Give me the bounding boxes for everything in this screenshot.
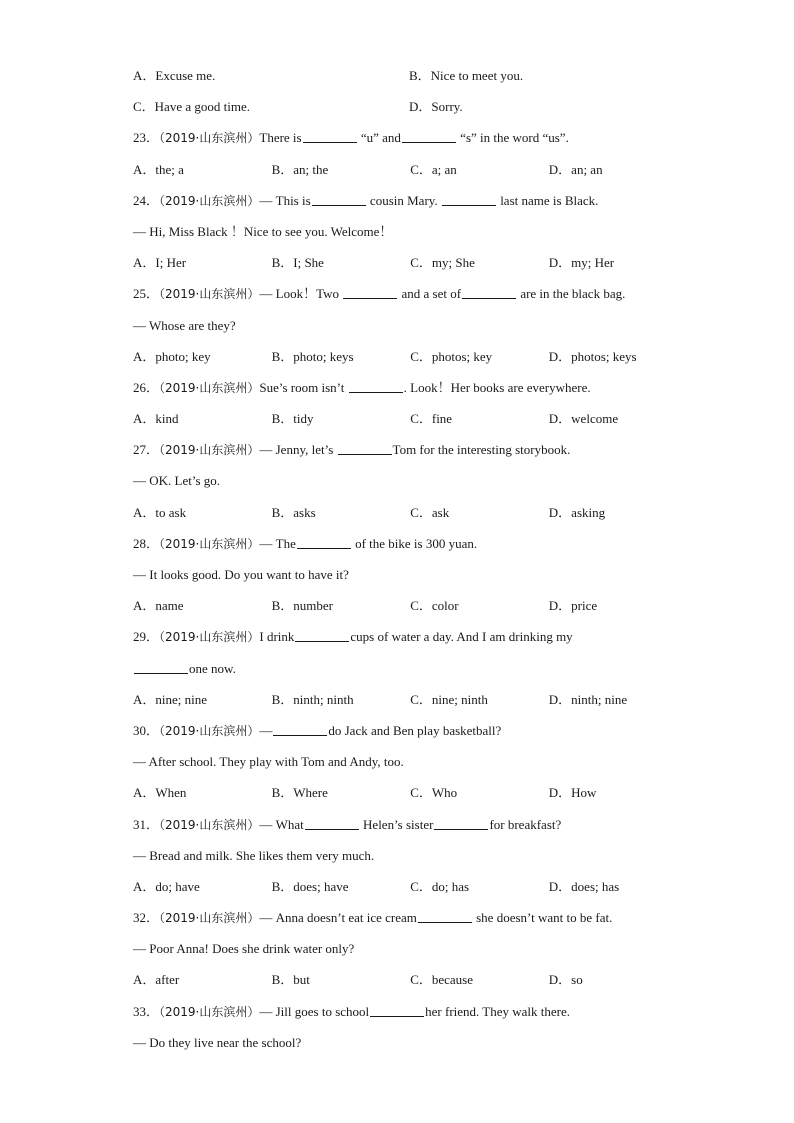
option-letter: C． [410, 972, 432, 988]
question-number: 30． [133, 722, 160, 738]
option-letter: C． [410, 598, 432, 614]
question-text: — OK. Let’s go. [133, 473, 221, 489]
option-text: an; an [571, 161, 603, 177]
option [410, 497, 549, 528]
question-number: 28． [133, 535, 160, 551]
question-number: 24． [133, 192, 160, 208]
option [133, 590, 272, 621]
option [133, 91, 409, 122]
answer-blank[interactable] [343, 286, 397, 299]
answer-blank[interactable] [303, 130, 357, 143]
option-text: after [155, 972, 180, 988]
question-text: Tom for the interesting storybook. [392, 442, 571, 458]
question-text: — After school. They play with Tom and Andy, too. [133, 754, 404, 770]
option-letter: D． [548, 255, 572, 271]
option-text: does; have [293, 878, 349, 894]
option-text: How [571, 785, 597, 801]
option [133, 403, 272, 434]
option [133, 341, 272, 372]
option-letter: B． [271, 348, 294, 364]
answer-blank[interactable] [402, 130, 456, 143]
option-letter: D． [548, 785, 572, 801]
option-letter: A． [133, 255, 156, 271]
question-source: （2019·山东滨州） [159, 536, 260, 551]
option [272, 777, 411, 808]
question-number: 23． [133, 130, 160, 146]
option-text: tidy [293, 411, 314, 427]
question-number: 33． [133, 1003, 160, 1019]
question-text: — The [259, 535, 296, 551]
option-text: welcome [571, 411, 619, 427]
question-line [133, 559, 693, 590]
option [272, 247, 411, 278]
answer-blank[interactable] [462, 286, 516, 299]
option [410, 154, 549, 185]
option-text: I; She [293, 255, 324, 271]
option-text: name [155, 598, 184, 614]
question-source: （2019·山东滨州） [159, 817, 260, 832]
option-letter: D． [548, 161, 572, 177]
option-letter: D． [548, 411, 572, 427]
option-letter: C． [410, 411, 432, 427]
options-row [133, 403, 693, 434]
option-letter: D． [548, 348, 572, 364]
option [272, 497, 411, 528]
question-text: — This is [259, 192, 311, 208]
question-text: last name is Black. [496, 192, 599, 208]
question-number: 31． [133, 816, 160, 832]
option-text: asks [293, 504, 316, 520]
option-letter: C． [410, 504, 432, 520]
answer-blank[interactable] [295, 629, 349, 642]
option [549, 497, 688, 528]
question-line [133, 528, 693, 559]
question-source: （2019·山东滨州） [159, 443, 260, 458]
exam-page [133, 60, 693, 1058]
option-text: Nice to meet you. [430, 68, 524, 83]
q22-options-row2 [133, 91, 693, 122]
option-text: ninth; nine [571, 691, 628, 707]
option-text: an; the [293, 161, 329, 177]
options-row [133, 590, 693, 621]
options-row [133, 777, 693, 808]
question-text: of the bike is 300 yuan. [351, 535, 478, 551]
question-text: she doesn’t want to be fat. [472, 910, 613, 926]
option [410, 871, 549, 902]
question-number: 32． [133, 910, 160, 926]
question-source: （2019·山东滨州） [159, 131, 260, 146]
option [133, 497, 272, 528]
options-row [133, 684, 693, 715]
question-text: . Look！Her books are everywhere. [403, 379, 591, 395]
option-letter: A． [133, 785, 156, 801]
option [133, 247, 272, 278]
option [272, 403, 411, 434]
question-line [133, 465, 693, 496]
option [272, 341, 411, 372]
option-letter: A． [133, 161, 156, 177]
option-text: fine [431, 411, 453, 427]
option-letter: C． [410, 348, 432, 364]
question-line [133, 996, 693, 1027]
question-text: There is [259, 130, 302, 146]
question-source: （2019·山东滨州） [159, 630, 260, 645]
question-text: “u” and [357, 130, 401, 146]
option-letter: C． [133, 99, 155, 115]
option-text: nine; nine [155, 691, 208, 707]
question-text: — Hi, Miss Black ！Nice to see you. Welcome！ [133, 223, 393, 239]
option-letter: D． [548, 598, 572, 614]
question-number: 25． [133, 286, 160, 302]
option-text: photo; key [155, 348, 211, 364]
question-line [133, 840, 693, 871]
answer-blank[interactable] [442, 193, 496, 206]
question-line [133, 715, 693, 746]
question-text: — It looks good. Do you want to have it? [133, 567, 349, 582]
option-text: color [431, 598, 459, 614]
option-letter: D． [548, 878, 572, 894]
option [410, 590, 549, 621]
answer-blank[interactable] [418, 910, 472, 923]
question-line [133, 216, 693, 247]
option-text: kind [155, 411, 179, 427]
option [549, 964, 688, 995]
question-line [133, 746, 693, 777]
q22-options [133, 60, 693, 91]
option [272, 590, 411, 621]
question-list [133, 122, 693, 1058]
option [133, 60, 409, 91]
question-line [133, 434, 693, 465]
option-letter: A． [133, 411, 156, 427]
option-text: price [571, 598, 598, 614]
question-text: — Jenny, let’s [259, 442, 337, 458]
question-line [133, 1027, 693, 1058]
question-text: — Poor Anna! Does she drink water only? [133, 941, 355, 957]
option [410, 777, 549, 808]
options-row [133, 964, 693, 995]
option-text: do; have [155, 878, 200, 894]
option-text: photos; key [431, 348, 493, 364]
option-text: my; Her [571, 255, 615, 271]
option-letter: A． [133, 348, 156, 364]
option [549, 590, 688, 621]
question-text: do Jack and Ben play basketball? [328, 722, 502, 738]
question-line [133, 653, 693, 684]
option [133, 964, 272, 995]
question-line [133, 809, 693, 840]
option-letter: A． [133, 68, 156, 83]
option [549, 777, 688, 808]
option [409, 91, 685, 122]
option-text: Who [431, 785, 458, 801]
option-text: nine; ninth [431, 691, 488, 707]
option-letter: B． [271, 972, 294, 988]
answer-blank[interactable] [134, 661, 188, 674]
question-text: and a set of [398, 286, 462, 302]
option [410, 247, 549, 278]
options-row [133, 154, 693, 185]
question-text: cousin Mary. [366, 192, 441, 208]
question-text: — Do they live near the school? [133, 1034, 302, 1050]
question-number: 27． [133, 442, 160, 458]
option-letter: B． [271, 598, 294, 614]
option-letter: D． [548, 972, 572, 988]
option [272, 964, 411, 995]
option-text: When [155, 785, 187, 801]
question-text: cups of water a day. And I am drinking my [350, 629, 573, 645]
option [410, 964, 549, 995]
option [272, 154, 411, 185]
question-text: are in the black bag. [517, 286, 626, 302]
option-letter: B． [271, 878, 294, 894]
question-line [133, 933, 693, 964]
question-source: （2019·山东滨州） [159, 911, 260, 926]
option-letter: D． [409, 99, 432, 115]
option [409, 60, 685, 91]
option [133, 154, 272, 185]
question-source: （2019·山东滨州） [159, 380, 260, 395]
option-text: but [293, 972, 310, 988]
option-letter: A． [133, 691, 156, 707]
question-source: （2019·山东滨州） [159, 723, 260, 738]
question-number: 29． [133, 629, 160, 645]
options-row [133, 341, 693, 372]
option-letter: A． [133, 598, 156, 614]
question-line [133, 122, 693, 153]
option [549, 341, 688, 372]
option-text: number [293, 598, 333, 614]
option-text: Where [293, 785, 328, 801]
answer-blank[interactable] [370, 1004, 424, 1017]
option-text: do; has [431, 878, 470, 894]
option-letter: D． [548, 504, 572, 520]
question-line [133, 902, 693, 933]
option-letter: B． [271, 255, 294, 271]
option [549, 247, 688, 278]
option [410, 684, 549, 715]
question-text: — Bread and milk. She likes them very much. [133, 847, 375, 863]
option [410, 403, 549, 434]
question-text: — Anna doesn’t eat ice cream [259, 910, 417, 926]
question-line [133, 372, 693, 403]
answer-blank[interactable] [305, 817, 359, 830]
option-text: ninth; ninth [293, 691, 354, 707]
option-text: the; a [155, 161, 184, 177]
option [133, 777, 272, 808]
option-letter: A． [133, 504, 156, 520]
question-text: “s” in the word “us”. [456, 130, 569, 146]
option-letter: B． [271, 504, 294, 520]
option-text: because [431, 972, 473, 988]
question-text: her friend. They walk there. [425, 1003, 571, 1019]
option-text: a; an [431, 161, 457, 177]
question-text: Helen’s sister [359, 816, 434, 832]
option-text: photos; keys [571, 348, 637, 364]
option-letter: B． [409, 68, 431, 83]
option [410, 341, 549, 372]
option-letter: B． [271, 161, 294, 177]
option-letter: D． [548, 691, 572, 707]
question-line [133, 185, 693, 216]
question-text: — Jill goes to school [259, 1003, 370, 1019]
option-text: photo; keys [293, 348, 354, 364]
question-number: 26． [133, 379, 160, 395]
answer-blank[interactable] [338, 442, 392, 455]
option [133, 684, 272, 715]
option-text: Excuse me. [155, 68, 216, 83]
answer-blank[interactable] [297, 536, 351, 549]
option [549, 684, 688, 715]
question-text: — [259, 722, 273, 738]
answer-blank[interactable] [312, 193, 366, 206]
option [549, 871, 688, 902]
option [549, 403, 688, 434]
question-text: for breakfast? [489, 816, 562, 832]
option-letter: C． [410, 691, 432, 707]
option-text: to ask [155, 504, 187, 520]
option [272, 871, 411, 902]
option-letter: B． [271, 691, 294, 707]
option-letter: B． [271, 785, 294, 801]
option-letter: A． [133, 972, 156, 988]
option-text: so [571, 972, 583, 988]
question-source: （2019·山东滨州） [159, 287, 260, 302]
option-text: Have a good time. [154, 99, 250, 115]
question-line [133, 310, 693, 341]
question-source: （2019·山东滨州） [159, 1004, 260, 1019]
question-text: — Look！Two [259, 286, 343, 302]
question-text: Sue’s room isn’t [259, 379, 348, 395]
question-source: （2019·山东滨州） [159, 193, 260, 208]
options-row [133, 497, 693, 528]
option-letter: C． [410, 255, 432, 271]
option [272, 684, 411, 715]
answer-blank[interactable] [349, 380, 403, 393]
question-text: — What [259, 816, 304, 832]
options-row [133, 871, 693, 902]
option-text: ask [431, 504, 450, 520]
option-text: my; She [431, 255, 475, 271]
question-line [133, 621, 693, 652]
option-letter: B． [271, 411, 294, 427]
option-letter: C． [410, 161, 432, 177]
question-text: — Whose are they? [133, 317, 236, 333]
option-text: I; Her [155, 255, 187, 271]
option-text: does; has [571, 878, 620, 894]
option-text: asking [571, 504, 606, 520]
option-text: Sorry. [431, 99, 463, 115]
question-text: one now. [189, 660, 236, 676]
option [133, 871, 272, 902]
question-text: I drink [259, 629, 295, 645]
question-line [133, 278, 693, 309]
options-row [133, 247, 693, 278]
option-letter: A． [133, 878, 156, 894]
option-letter: C． [410, 878, 432, 894]
option [549, 154, 688, 185]
answer-blank[interactable] [434, 817, 488, 830]
option-letter: C． [410, 785, 432, 801]
answer-blank[interactable] [273, 723, 327, 736]
